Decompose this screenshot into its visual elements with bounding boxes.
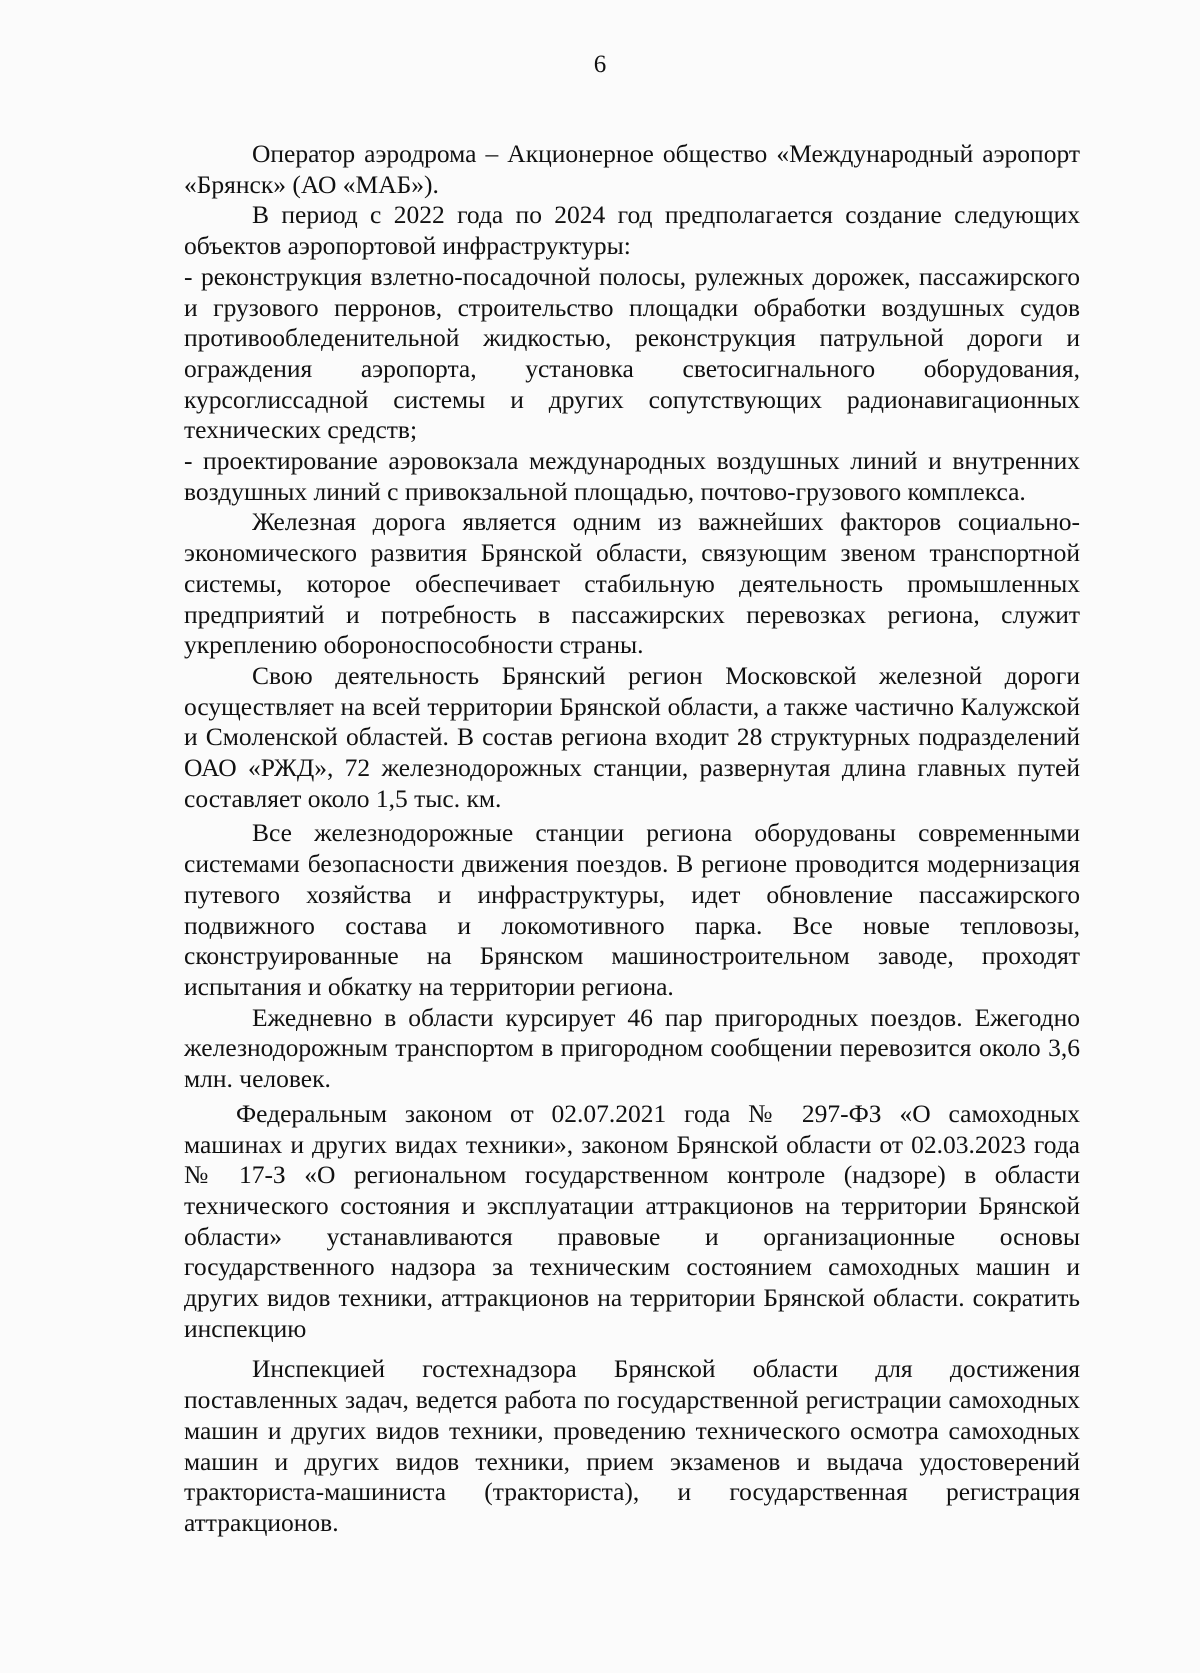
paragraph-bryansk-region-railway: Свою деятельность Брянский регион Московской железной дороги осуществляет на всей территории Брянской области, а также частично Калужской и Смоленской областей. В состав региона входит 28 структурных подразделений ОАО «РЖД», 72 железнодорожных станции, развернутая длина главных путей составляет около 1,5 тыс. км.	[184, 660, 1080, 813]
page-number: 6	[593, 51, 607, 78]
paragraph-infrastructure-plan: В период с 2022 года по 2024 год предполагается создание следующих объектов аэропортовой инфраструктуры:	[184, 200, 1080, 261]
paragraph-suburban-trains: Ежедневно в области курсирует 46 пар пригородных поездов. Ежегодно железнодорожным транспортом в пригородном сообщении перевозится около 3,6 млн. человек.	[184, 1002, 1080, 1094]
paragraph-railway-stations: Все железнодорожные станции региона оборудованы современными системами безопасности движения поездов. В регионе проводится модернизация путевого хозяйства и инфраструктуры, идет обновление пассажирского подвижного состава и локомотивного парка. Все новые тепловозы, сконструированные на Брянском машиностроительном заводе, проходят испытания и обкатку на территории региона.	[184, 818, 1080, 1001]
list-item-terminal-design: - проектирование аэровокзала международных воздушных линий и внутренних воздушных линий с привокзальной площадью, почтово-грузового комплекса.	[184, 446, 1080, 506]
paragraph-inspection: Инспекцией гостехнадзора Брянской области для достижения поставленных задач, ведется работа по государственной регистрации самоходных машин и других видов техники, проведению технического осмотра самоходных машин и других видов техники, прием экзаменов и выдача удостоверений тракториста-машиниста (тракториста), и государственная регистрация аттракционов.	[184, 1354, 1080, 1537]
paragraph-federal-law: Федеральным законом от 02.07.2021 года № 297-ФЗ «О самоходных машинах и других видах техники», законом Брянской области от 02.03.2023 года № 17-З «О региональном государственном контроле (надзоре) в области технического состояния и эксплуатации аттракционов на территории Брянской области» устанавливаются правовые и организационные основы государственного надзора за техническим состоянием самоходных машин и других видов техники, аттракционов на территории Брянской области. сократить инспекцию	[184, 1098, 1080, 1343]
paragraph-railway: Железная дорога является одним из важнейших факторов социально-экономического развития Брянской области, связующим звеном транспортной системы, которое обеспечивает стабильную деятельность промышленных предприятий и потребность в пассажирских перевозках региона, служит укреплению обороноспособности страны.	[184, 507, 1080, 660]
paragraph-airport-operator: Оператор аэродрома – Акционерное общество «Международный аэропорт «Брянск» (АО «МАБ»).	[184, 139, 1080, 199]
list-item-reconstruction: - реконструкция взлетно-посадочной полосы, рулежных дорожек, пассажирского и грузового перронов, строительство площадки обработки воздушных судов противообледенительной жидкостью, реконструкция патрульной дороги и ограждения аэропорта, установка светосигнального оборудования, курсоглиссадной системы и других сопутствующих радионавигационных технических средств;	[184, 261, 1080, 445]
document-body	[184, 139, 1080, 1539]
